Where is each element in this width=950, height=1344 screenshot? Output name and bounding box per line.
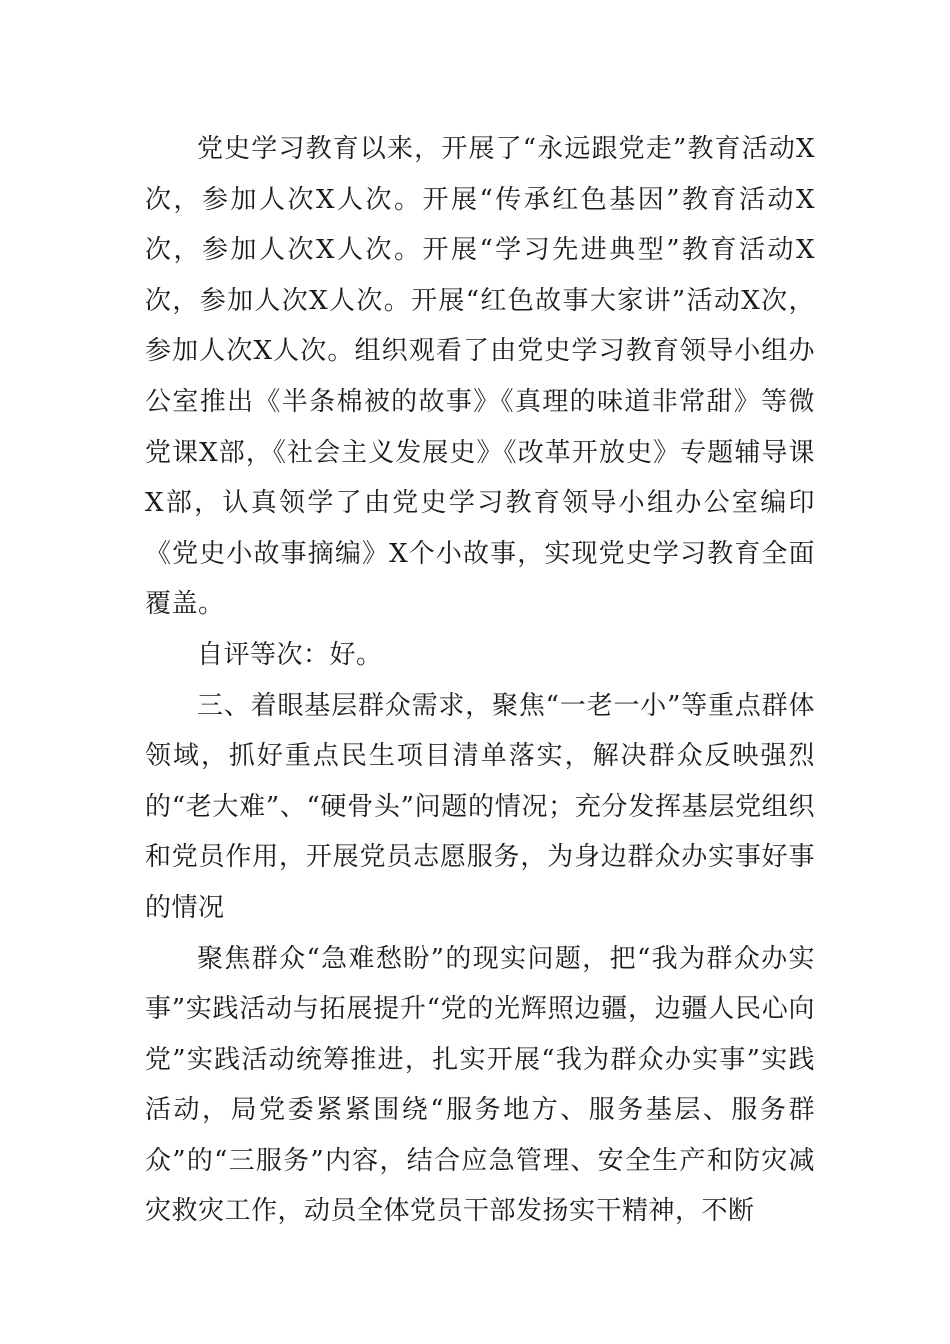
paragraph-activities-summary: 党史学习教育以来，开展了“永远跟党走”教育活动X次，参加人次X人次。开展“传承红色基因”教育活动X次，参加人次X人次。开展“学习先进典型”教育活动X次，参加人次X人次。开展“红色故事大家讲”活动X次，参加人次X人次。组织观看了由党史学习教育领导小组办公室推出《半条棉被的故事》《真理的味道非常甜》等微党课X部，《社会主义发展史》《改革开放史》专题辅导课X部，认真领学了由党史学习教育领导小组办公室编印《党史小故事摘编》X个小故事，实现党史学习教育全面覆盖。 — [145, 134, 815, 620]
document-body — [145, 124, 815, 1237]
paragraph-self-assessment: 自评等次：好。 — [197, 639, 383, 670]
paragraph-section-three-heading: 三、着眼基层群众需求，聚焦“一老一小”等重点群体领域，抓好重点民生项目清单落实，解决群众反映强烈的“老大难”、“硬骨头”问题的情况；充分发挥基层党组织和党员作用，开展党员志愿服务，为身边群众办实事好事的情况 — [145, 690, 815, 923]
paragraph-practical-actions: 聚焦群众“急难愁盼”的现实问题，把“我为群众办实事”实践活动与拓展提升“党的光辉照边疆，边疆人民心向党”实践活动统筹推进，扎实开展“我为群众办实事”实践活动，局党委紧紧围绕“服务地方、服务基层、服务群众”的“三服务”内容，结合应急管理、安全生产和防灾减灾救灾工作，动员全体党员干部发扬实干精神，不断 — [145, 943, 815, 1227]
